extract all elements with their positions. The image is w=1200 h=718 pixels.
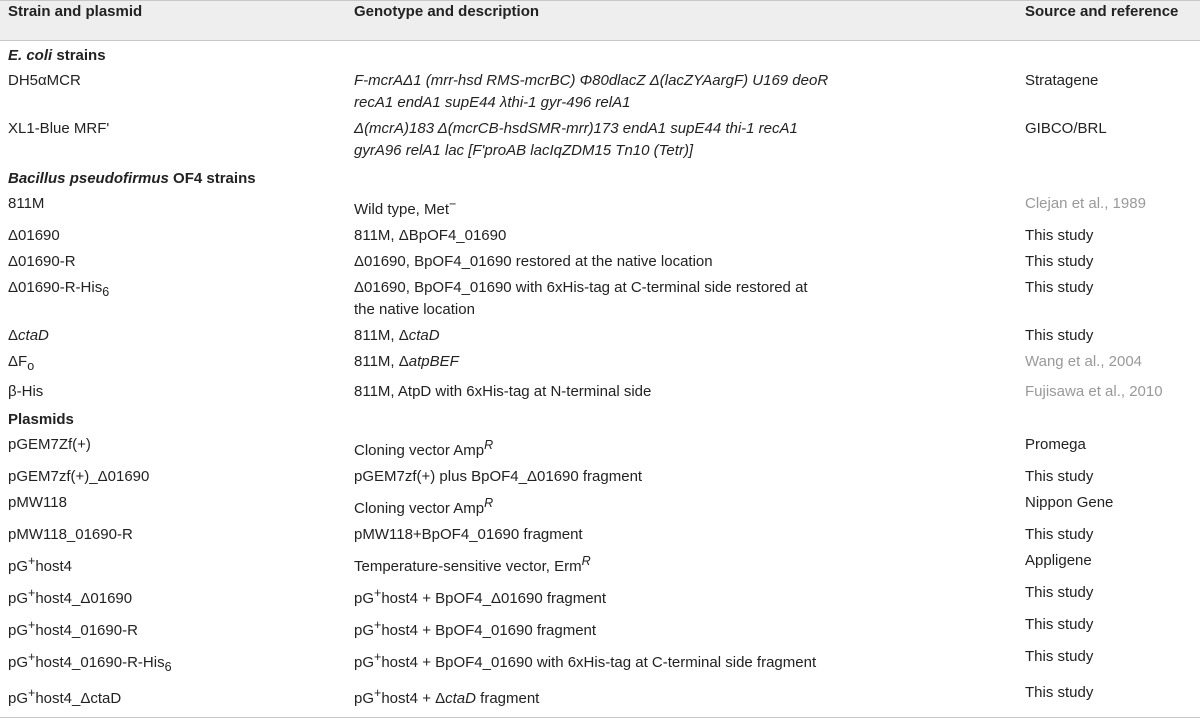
table-row: $\Delta F_o$ 811M, ΔatpBEF Wang et al., 2004 xyxy=(0,349,1200,379)
table-row: 811M Wild type, Met− Clejan et al., 1989 xyxy=(0,191,1200,223)
reference-link: Fujisawa et al., 2010 xyxy=(1025,383,1163,400)
table-row: pMW118 Cloning vector Amp$^R$ Nippon Gene xyxy=(8,494,1114,517)
table-row: Δ01690 811M, ΔBpOF4_01690 This study xyxy=(8,227,1094,244)
header-source: Source and reference xyxy=(1017,1,1200,41)
table-row: pG+host4_01690-R-His$_6$ pG+host4 + BpOF4_01690 with 6xHis-tag at C-terminal side fragment This study xyxy=(8,648,1094,674)
table-row: XL1-Blue MRF' Δ(mcrA)183 Δ(mcrCB-hsdSMR-mrr)173 endA1 supE44 thi-1 recA1 gyrA96 relA1 lac [F'proAB lacIqZDM15 Tn10 (Tetr)] GIBCO/BRL xyxy=(8,120,1107,159)
header-genotype: Genotype and description xyxy=(345,1,1017,41)
section-bacillus: Bacillus pseudofirmus OF4 strains xyxy=(8,170,256,187)
table-row: ΔctaD 811M, ΔctaD This study xyxy=(8,327,1094,344)
reference-link: Wang et al., 2004 xyxy=(1025,353,1143,370)
header-row xyxy=(0,1,1200,41)
table-row: DH5αMCR F-mcrAΔ1 (mrr-hsd RMS-mcrBC) Φ80dlacZ Δ(lacZYAargF) U169 deoR recA1 endA1 supE44 λthi-1 gyr-496 relA1 Stratagene xyxy=(8,72,1099,111)
table-row: pG+host4_01690-R pG+host4 + BpOF4_01690 fragment This study xyxy=(8,616,1094,639)
table-row: pG+host4 Temperature-sensitive vector, Erm$^R$ Appligene xyxy=(8,552,1092,575)
table-row: β-His 811M, AtpD with 6xHis-tag at N-terminal side Fujisawa et al., 2010 xyxy=(0,379,1200,405)
table-row: pG+host4_Δ01690 pG+host4 + BpOF4_Δ01690 fragment This study xyxy=(8,584,1094,607)
table-row: pG+host4_ΔctaD pG+host4 + ΔctaD fragment This study xyxy=(0,680,1200,718)
reference-link: Clejan et al., 1989 xyxy=(1025,195,1146,212)
header-strain: Strain and plasmid xyxy=(0,1,345,41)
table-row: Δ01690-R-His$_6$ Δ01690, BpOF4_01690 with 6xHis-tag at C-terminal side restored at the native location This study xyxy=(8,279,1094,318)
section-ecoli: E. coli strains xyxy=(8,47,106,64)
table-row: pGEM7zf(+)_Δ01690 pGEM7zf(+) plus BpOF4_Δ01690 fragment This study xyxy=(8,468,1094,485)
table-row: Δ01690-R Δ01690, BpOF4_01690 restored at the native location This study xyxy=(8,253,1094,270)
table-row: pGEM7Zf(+) Cloning vector Amp$^R$ Promega xyxy=(8,436,1086,459)
section-plasmids: Plasmids xyxy=(8,411,74,428)
table-row: pMW118_01690-R pMW118+BpOF4_01690 fragment This study xyxy=(8,526,1094,543)
